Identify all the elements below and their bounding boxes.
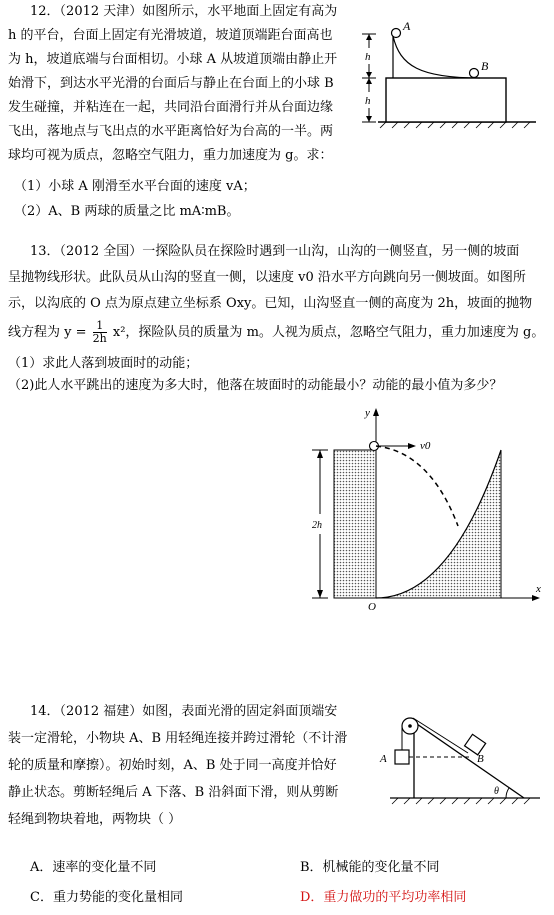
q13-line-4-prefix: 线方程为 y =: [8, 325, 87, 340]
q12-line-1: 12．（2012 天津）如图所示，水平地面上固定有高为: [30, 4, 338, 19]
q13-line-1: 13．（2012 全国）一探险队员在探险时遇到一山沟，山沟的一侧竖直，另一侧的坡面: [30, 244, 520, 259]
label-y: y: [365, 407, 370, 419]
q12-subquestion-2: （2）A、B 两球的质量之比 mA∶mB。: [14, 204, 240, 219]
q14-line-1: 14．（2012 福建）如图，表面光滑的固定斜面顶端安: [30, 704, 338, 719]
q12-line-5: 发生碰撞，并粘连在一起，共同沿台面滑行并从台面边缘: [8, 100, 334, 115]
q12-subquestion-1: （1）小球 A 刚滑至水平台面的速度 vA；: [14, 179, 256, 194]
label-x: x: [536, 583, 541, 595]
label-a: A: [380, 753, 387, 765]
option-c[interactable]: C．重力势能的变化量相同: [30, 890, 183, 905]
q13-subquestion-2: （2)此人水平跳出的速度为多大时，他落在坡面时的动能最小？动能的最小值为多少？: [8, 378, 503, 393]
q13-ravine-diagram: [300, 402, 546, 612]
ball-b: [470, 69, 479, 78]
label-b: B: [481, 59, 489, 73]
q12-line-2: h 的平台，台面上固定有光滑坡道，坡道顶端距台面高也: [8, 28, 333, 43]
option-b[interactable]: B．机械能的变化量不同: [300, 860, 440, 875]
q12-line-3: 为 h，坡道底端与台面相切。小球 A 从坡道顶端由静止开: [8, 52, 338, 67]
q13-line-4-suffix: x²，探险队员的质量为 m。人视为质点，忽略空气阻力，重力加速度为 g。: [112, 325, 545, 340]
label-a: A: [403, 19, 411, 33]
q14-line-5: 轻绳到物块着地，两物块（ ）: [8, 812, 182, 827]
label-h-upper: h: [365, 51, 371, 63]
block-a: [395, 750, 409, 764]
q12-ramp-diagram: [358, 18, 538, 130]
q14-line-3: 轮的质量和摩擦）。初始时刻，A、B 处于同一高度并恰好: [8, 758, 337, 773]
label-theta: θ: [494, 786, 499, 797]
label-2h: 2h: [312, 520, 322, 531]
option-a[interactable]: A．速率的变化量不同: [30, 860, 157, 875]
q13-line-3: 示，以沟底的 O 点为原点建立坐标系 Oxy。已知，山沟竖直一侧的高度为 2h，坡面的抛物: [8, 296, 533, 311]
block-b: [465, 734, 486, 755]
q14-line-4: 静止状态。剪断轻绳后 A 下落、B 沿斜面下滑，则从剪断: [8, 785, 339, 800]
label-o: O: [368, 601, 376, 612]
label-v0: v0: [420, 440, 431, 452]
label-h-lower: h: [365, 95, 371, 107]
q14-incline-diagram: [374, 712, 544, 808]
q13-line-2: 呈抛物线形状。此队员从山沟的竖直一侧，以速度 v0 沿水平方向跳向另一侧坡面。如图所: [8, 270, 526, 285]
q12-line-4: 始滑下，到达水平光滑的台面后与静止在台面上的小球 B: [8, 76, 334, 91]
q12-line-7: 球均可视为质点，忽略空气阻力，重力加速度为 g。求：: [8, 148, 333, 163]
q13-line-4: [8, 314, 544, 352]
ball-a: [392, 29, 401, 38]
label-b: B: [477, 753, 484, 765]
q12-line-6: 飞出，落地点与飞出点的水平距离恰好为台高的一半。两: [8, 124, 334, 139]
fraction-denominator: 2h: [92, 332, 107, 345]
fraction-numerator: 1: [93, 320, 107, 333]
q14-line-2: 装一定滑轮，小物块 A、B 用轻绳连接并跨过滑轮（不计滑: [8, 731, 348, 746]
parabola-fraction: [93, 320, 107, 345]
option-d-answer[interactable]: D．重力做功的平均功率相同: [300, 890, 467, 905]
q13-subquestion-1: （1）求此人落到坡面时的动能；: [8, 356, 199, 371]
